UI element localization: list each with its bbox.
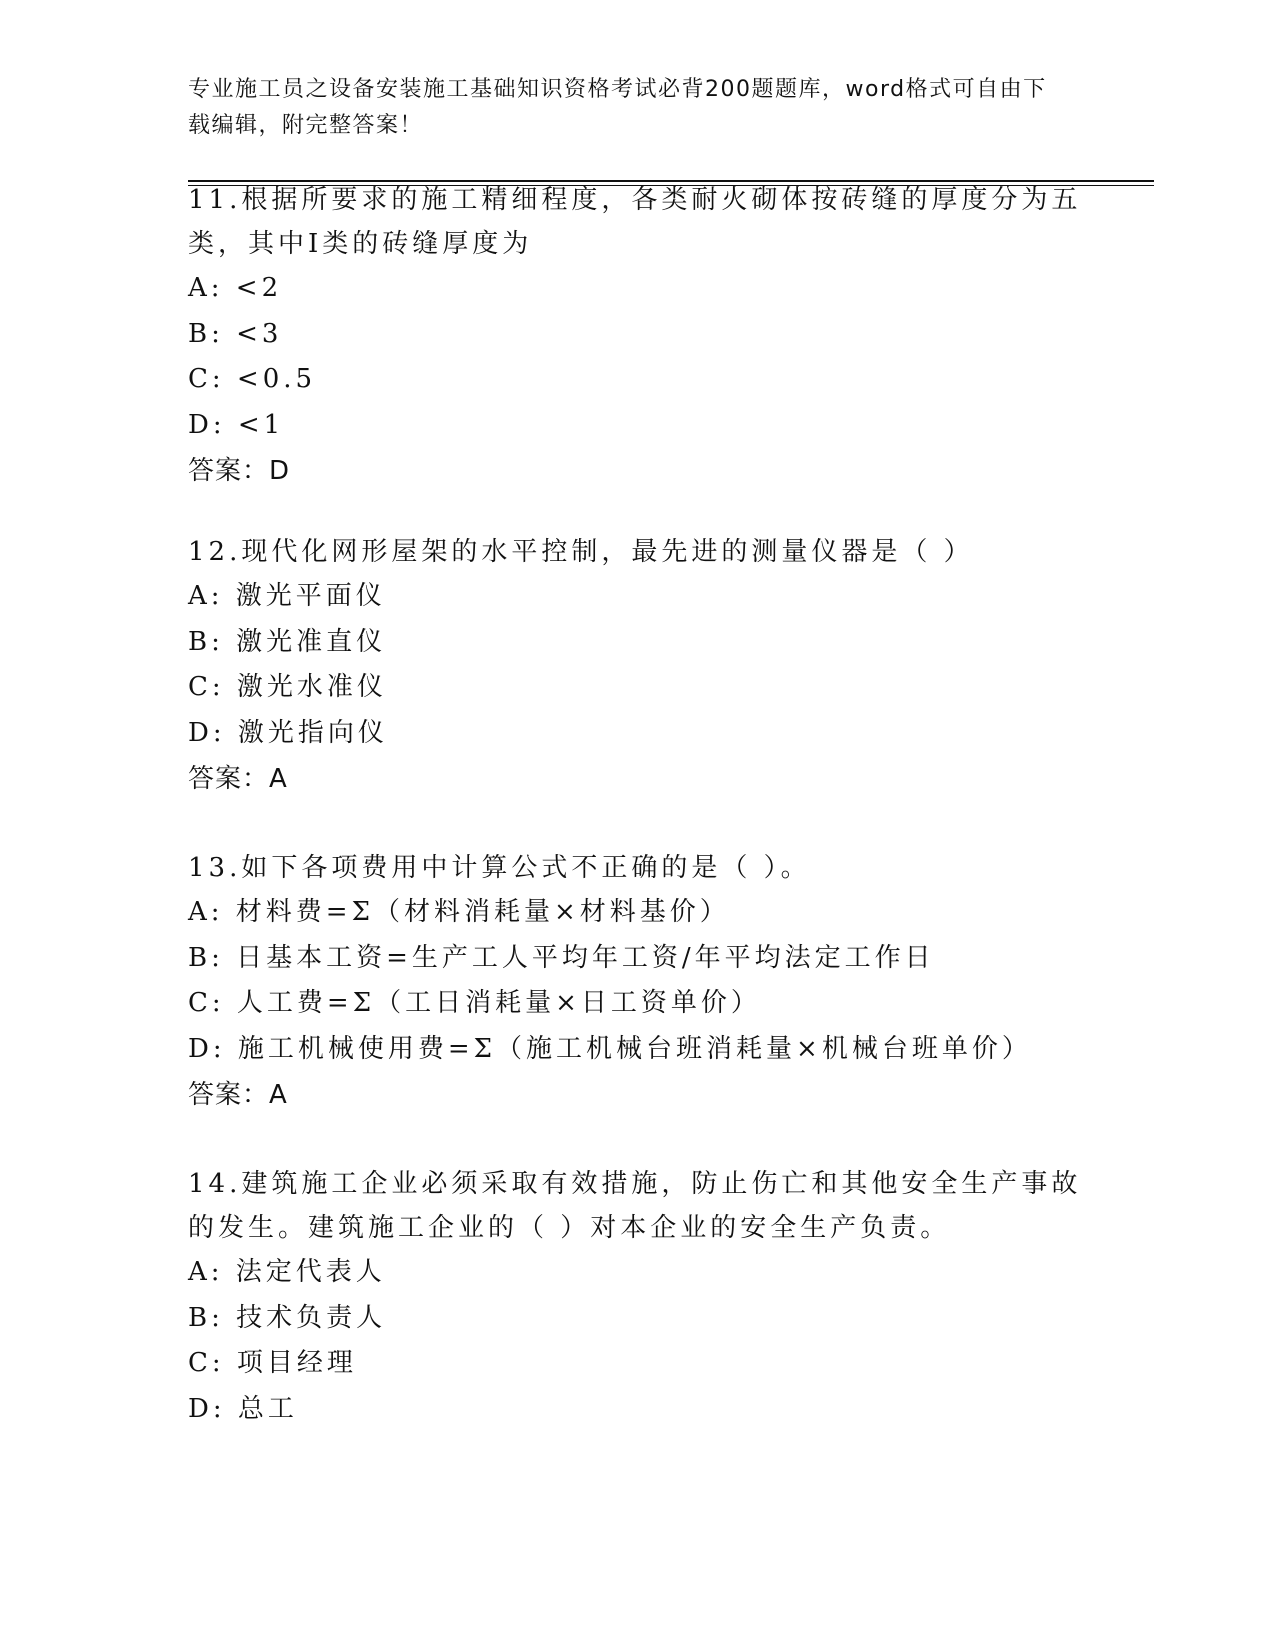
option-d: D: <1 xyxy=(188,409,285,440)
question-12 xyxy=(188,530,1088,802)
question-13 xyxy=(188,846,1088,1118)
answer-line: 答案：A xyxy=(188,764,288,794)
option-b: B: 日基本工资=生产工人平均年工资/年平均法定工作日 xyxy=(188,942,935,973)
option-a: A: 材料费=Σ（材料消耗量×材料基价） xyxy=(188,897,730,927)
option-d: D: 总工 xyxy=(188,1393,298,1424)
question-title: 13.如下各项费用中计算公式不正确的是（ ）。 xyxy=(188,853,811,883)
option-a: A: 激光平面仪 xyxy=(188,581,386,611)
option-c: C: <0.5 xyxy=(188,364,317,394)
option-b: B: <3 xyxy=(188,318,283,349)
option-c: C: 项目经理 xyxy=(188,1348,357,1378)
question-title: 14.建筑施工企业必须采取有效措施，防止伤亡和其他安全生产事故的发生。建筑施工企业的（ ）对本企业的安全生产负责。 xyxy=(188,1169,1082,1243)
option-a: A: 法定代表人 xyxy=(188,1257,386,1287)
option-b: B: 技术负责人 xyxy=(188,1302,387,1333)
option-d: D: 激光指向仪 xyxy=(188,717,388,748)
document-header: 专业施工员之设备安装施工基础知识资格考试必背200题题库，word格式可自由下载编辑，附完整答案！ xyxy=(188,77,1047,138)
option-d: D: 施工机械使用费=Σ（施工机械台班消耗量×机械台班单价） xyxy=(188,1033,1032,1064)
question-11 xyxy=(188,178,1088,494)
option-a: A: <2 xyxy=(188,273,283,303)
question-title: 12.现代化网形屋架的水平控制，最先进的测量仪器是（ ） xyxy=(188,537,974,567)
question-14 xyxy=(188,1162,1088,1432)
answer-line: 答案：D xyxy=(188,456,291,486)
option-b: B: 激光准直仪 xyxy=(188,626,387,657)
option-c: C: 人工费=Σ（工日消耗量×日工资单价） xyxy=(188,988,761,1018)
answer-line: 答案：A xyxy=(188,1080,288,1110)
question-title: 11.根据所要求的施工精细程度，各类耐火砌体按砖缝的厚度分为五类，其中Ⅰ类的砖缝厚度为 xyxy=(188,185,1082,259)
option-c: C: 激光水准仪 xyxy=(188,672,387,702)
